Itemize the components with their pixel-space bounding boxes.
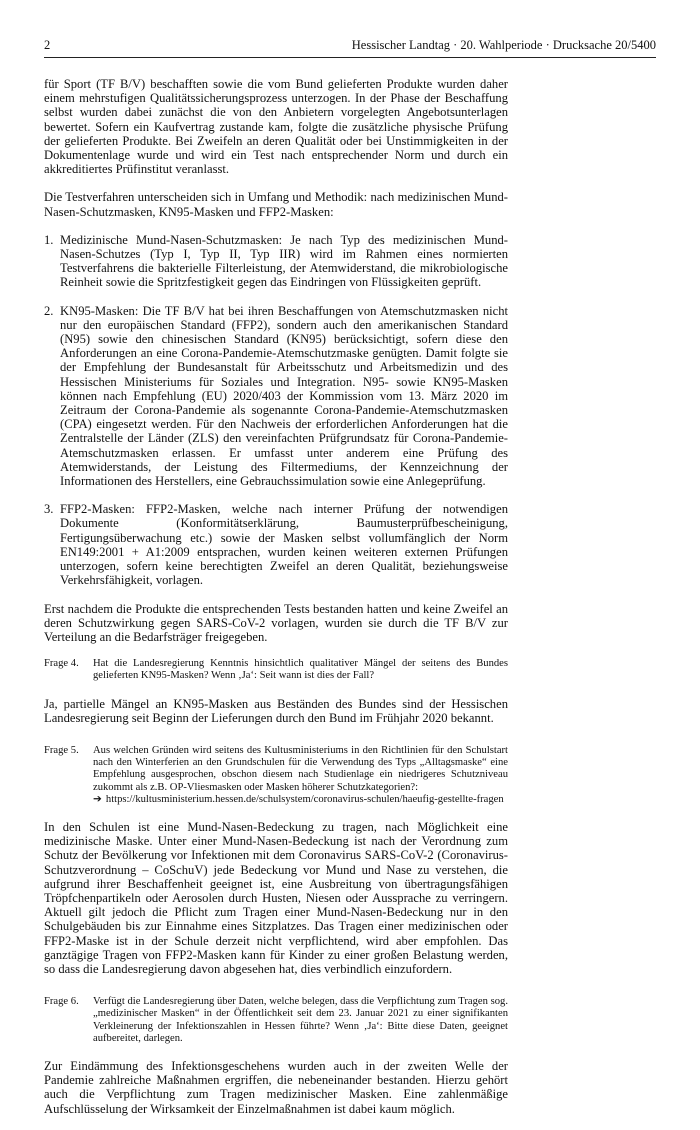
document-body: [44, 77, 508, 1130]
page-number: 2: [44, 38, 51, 52]
source-url[interactable]: https://kultusministerium.hessen.de/schulsystem/coronavirus-schulen/haeufig-gestellte-fragen: [105, 793, 504, 805]
running-head: Hessischer Landtag · 20. Wahlperiode · Drucksache 20/5400: [351, 38, 656, 52]
test-method-list: [44, 233, 508, 588]
paragraph-quality-process: für Sport (TF B/V) beschafften sowie die vom Bund gelieferten Produkte wurden daher einem mehrstufigen Qualitätssicherungsprozess unterzogen. In der Phase der Beschaffung selbst wurden dabei zunächst die von den Anbietern vorgelegten Angebotsunterlagen bewertet. Sofern ein Kaufvertrag zustande kam, folgte die zusätzliche physische Prüfung der gelieferten Produkte. Bei Zweifeln an deren Qualität oder bei Unstimmigkeiten in der Dokumentenlage wurde und wird ein Test nach entsprechender Norm und durch ein akkreditiertes Prüfinstitut veranlasst.: [44, 77, 508, 177]
question-text: Verfügt die Landesregierung über Daten, welche belegen, dass die Verpflichtung zum Tragen sog. „medizinischer Masken“ in der Öffentlichkeit seit dem 23. Januar 2021 zu einer signifikanten Verkleinerung der Infektionszahlen in Hessen führte? Wenn ‚Ja‘: Bitte diese Daten, geeignet aufbereitet, darlegen.: [93, 996, 508, 1044]
answer-5: In den Schulen ist eine Mund-Nasen-Bedeckung zu tragen, nach Möglichkeit eine medizinische Maske. Unter einer Mund-Nasen-Bedeckung ist nach der Verordnung zum Schutz der Bevölkerung vor Infektionen mit dem Coronavirus SARS-CoV-2 (Coronavirus-Schutzverordnung – CoSchuV) jede Bedeckung vor Mund und Nase zu verstehen, die aufgrund ihrer Beschaffenheit geeignet ist, eine Ausbreitung von übertragungsfähigen Tröpfchenpartikeln oder Aerosolen durch Husten, Niesen oder Aussprache zu verringern. Aktuell gilt jedoch die Pflicht zum Tragen einer Mund-Nasen-Bedeckung nur in den Schulgebäuden bis zur Einnahme eines Sitzplatzes. Das Tragen einer medizinischen oder FFP2-Maske ist in der Schule derzeit nicht verpflichtend, wird aber empfohlen. Das ganztägige Tragen von FFP2-Masken kann für Kinder zu einer großen Belastung werden, so dass die Landesregierung davon abgesehen hat, dies verbindlich einzufordern.: [44, 819, 508, 976]
question-text: Aus welchen Gründen wird seitens des Kultusministeriums in den Richtlinien für den Schulstart nach den Winterferien an den Grundschulen für die Verwendung des Typs „Alltagsmaske“ eine Empfehlung ausgesprochen, obschon diesem nach Studienlage ein niedrigeres Schutzniveau zukommt als z.B. OP-Vliesmasken oder Masken höherer Schutzkategorien?:: [93, 744, 508, 793]
paragraph-release: Erst nachdem die Produkte die entsprechenden Tests bestanden hatten und keine Zweifel an deren Schutzwirkung gegen SARS-CoV-2 vorlagen, wurden sie durch die TF B/V zur Verteilung an die Bedarfsträger freigegeben.: [44, 601, 508, 644]
source-link[interactable]: [93, 794, 508, 806]
header-rule: [44, 57, 656, 58]
question-label: Frage 6.: [44, 996, 79, 1008]
list-item: [44, 304, 508, 489]
answer-4: Ja, partielle Mängel an KN95-Masken aus Beständen des Bundes sind der Hessischen Landesregierung seit Beginn der Lieferungen durch den Bund im Frühjahr 2020 bekannt.: [44, 696, 508, 725]
list-item-text: Medizinische Mund-Nasen-Schutzmasken: Je nach Typ des medizinischen Mund-Nasen-Schutzes (Typ I, Typ II, Typ IIR) wird im Rahmen eines normierten Testverfahrens die bakterielle Filterleistung, der Atemwiderstand, die mikrobiologische Reinheit sowie die Spritzfestigkeit gegen das Eindringen von Flüssigkeiten geprüft.: [60, 232, 508, 290]
list-item: [44, 233, 508, 290]
question-text: Hat die Landesregierung Kenntnis hinsichtlich qualitativer Mängel der seitens des Bundes gelieferten KN95-Masken? Wenn ‚Ja‘: Seit wann ist dies der Fall?: [93, 658, 508, 682]
question-5: [44, 745, 508, 806]
question-label: Frage 4.: [44, 658, 79, 670]
question-label: Frage 5.: [44, 744, 79, 756]
list-number: 3.: [44, 502, 54, 517]
list-item: [44, 502, 508, 587]
answer-6: Zur Eindämmung des Infektionsgeschehens wurden auch in der zweiten Welle der Pandemie zahlreiche Maßnahmen ergriffen, die nebeneinander bestanden. Hierzu gehört auch die Verpflichtung zum Tragen medizinischer Masken. Eine zahlenmäßige Aufschlüsselung der Wirksamkeit der Einzelmaßnahmen ist dabei kaum möglich.: [44, 1058, 508, 1116]
list-item-text: KN95-Masken: Die TF B/V hat bei ihren Beschaffungen von Atemschutzmasken nicht nur den europäischen Standard (FFP2), sondern auch den amerikanischen Standard (N95) sowie den chinesischen Standard (KN95) berücksichtigt, sofern diese den Anforderungen an eine Corona-Pandemie-Atemschutzmaske genügten. Damit folgte sie der Empfehlung der Bundesanstalt für Arbeitsschutz und Arbeitsmedizin und des Hessischen Ministeriums für Soziales und Integration. N95- sowie KN95-Masken können nach Empfehlung (EU) 2020/403 der Kommission vom 13. März 2020 im Zeitraum der Corona-Pandemie als sogenannte Corona-Pandemie-Atemschutzmasken (CPA) eingesetzt werden. Für den Nachweis der erforderlichen Anforderungen hat die Zentralstelle der Länder (ZLS) den vereinfachten Prüfgrundsatz für Corona-Pandemie-Atemschutzmasken erlassen. Er umfasst unter anderem eine Prüfung des Atemwiderstands, der Leistung des Filtermediums, der Kennzeichnung der Informationen des Herstellers, eine Gebrauchssimulation sowie eine Anlegeprüfung.: [60, 303, 508, 489]
list-item-text: FFP2-Masken: FFP2-Masken, welche nach interner Prüfung der notwendigen Dokumente (Konformitätserklärung, Baumusterprüfbescheinigung, Fertigungsüberwachung etc.) sowie der Masken selbst vollumfänglich der Norm EN149:2001 + A1:2009 entsprachen, wurden keinen weiteren externen Prüfungen unterzogen, sofern keine berechtigten Zweifel an deren Qualität, beziehungsweise Verkehrsfähigkeit, vorlagen.: [60, 502, 508, 588]
question-6: [44, 996, 508, 1045]
arrow-right-icon: ➔: [93, 793, 102, 805]
question-4: [44, 658, 508, 682]
list-number: 1.: [44, 232, 54, 247]
paragraph-test-methods: Die Testverfahren unterscheiden sich in Umfang und Methodik: nach medizinischen Mund-Nasen-Schutzmasken, KN95-Masken und FFP2-Masken:: [44, 190, 508, 219]
list-number: 2.: [44, 303, 54, 318]
